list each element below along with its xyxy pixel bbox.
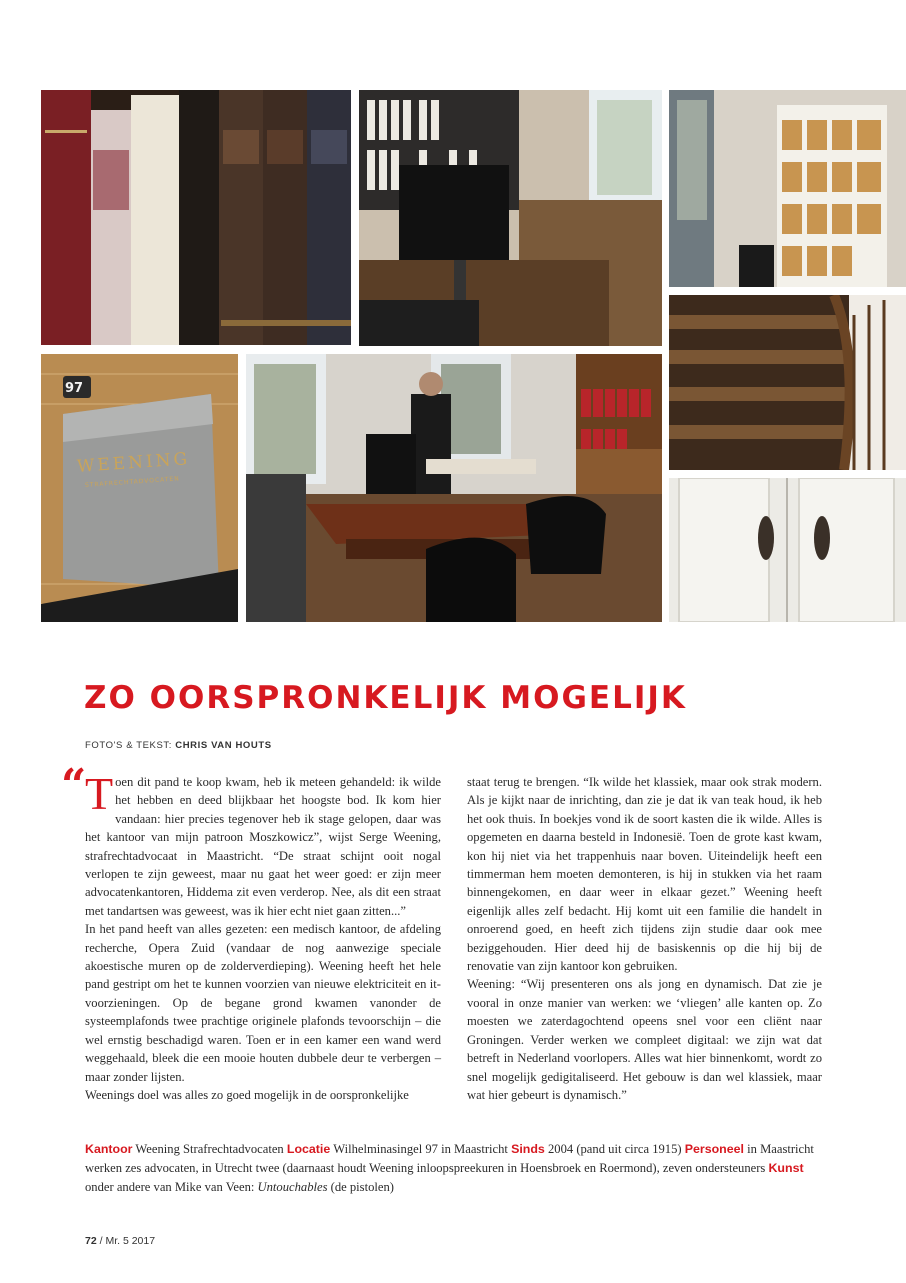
photo-name-sign (41, 354, 238, 622)
page-number: 72 (85, 1235, 97, 1247)
kunst-label: Kunst (768, 1161, 804, 1175)
photo-office-interior (246, 354, 662, 622)
kunst-work: Untouchables (257, 1180, 328, 1194)
photo-staircase (669, 295, 906, 470)
sinds-value: 2004 (pand uit circa 1915) (547, 1142, 682, 1156)
footer-separator: / (99, 1235, 103, 1247)
personeel-label: Personeel (684, 1142, 744, 1156)
page-footer (85, 1235, 155, 1247)
photo-office-desk (359, 90, 662, 346)
credit-label: FOTO'S & TEKST: (85, 740, 173, 751)
paragraph-history: In het pand heeft van alles gezeten: een medisch kantoor, de afdeling recherche, Opera Zuid (vandaar de nog aanwezige speciale akoestische muren op de zolderverdieping). Weening heeft het hele pand gestript om het te kunnen voorzien van nieuwe elektriciteit en it-voorzieningen. Op de begane grond kwamen vanonder de systeemplafonds twee prachtige originele plafonds tevoorschijn – die wel ernstig beschadigd waren. Toen er in een kamer een wand werd weggehaald, bleek die een mooie houten dubbele deur te verbergen – maar zonder lijsten. (85, 922, 441, 1084)
paragraph-interior: staat terug te brengen. “Ik wilde het klassiek, maar ook strak modern. Als je kijkt naar de inrichting, dan zie je dat ik van teak houd, ik heb het ook thuis. In boekjes vond ik de soort kasten die ik wilde. Alles is opgemeten en daarna besteld in Indonesië. Toen de grote kast kwam, kon hij niet via het trappenhuis naar boven. Uiteindelijk heeft een timmerman hem moeten demonteren, is hij in stukken via het raam binnengekomen, en daar weer in elkaar gezet.” Weening heeft eigenlijk alles zelf bedacht. Hij komt uit een familie die handelt in onroerend goed, en heeft zich tijdens zijn studie daar ook mee beziggehouden. Hier deed hij de basiskennis op die hij bij de renovatie van zijn kantoor kon gebruiken. (467, 775, 822, 974)
photo-bookcase (669, 90, 906, 287)
kunst-note: (de pistolen) (330, 1180, 394, 1194)
credit-name: CHRIS VAN HOUTS (175, 740, 272, 751)
paragraph-dynamic: Weening: “Wij presenteren ons als jong en dynamisch. Dat zie je vooral in onze manier van werken: we ‘vliegen’ alle kanten op. Zo moesten we zaterdagochtend opeens snel voor een cliënt naar Groningen. Verder werken we compleet digitaal: we zijn wat dat betreft in Nederland voorlopers. Alles wat hier binnenkomt, wordt zo snel mogelijk gedigitaliseerd. Het gebouw is dan wel klassiek, maar wat hier gebeurt is dynamisch.” (467, 977, 822, 1102)
house-number: 97 (65, 381, 84, 396)
photo-books (41, 90, 351, 345)
photo-text-credit (85, 740, 272, 751)
article-column-right (467, 773, 822, 1104)
issue-label: Mr. 5 2017 (105, 1235, 156, 1247)
photo-door-handles (669, 478, 906, 622)
paragraph-intro-text: oen dit pand te koop kwam, heb ik meteen gehandeld: ik wilde het hebben en deed blijkbaar het hoogste bod. Ik kom hier vandaan: hier precies tegenover heb ik stage gelopen, daar was het kantoor van mijn patroon Moszkowicz”, wijst Serge Weening, strafrechtadvocaat in Maastricht. “De straat schijnt ooit nogal verlopen te zijn geweest, maar nu gaat het weer goed: er zijn meer advocatenkantoren, Hiddema zit even verderop. Nee, als dit een straat met tandartsen was geweest, was ik hier echt niet gaan zitten...” (85, 775, 441, 918)
sinds-label: Sinds (511, 1142, 545, 1156)
locatie-value: Wilhelminasingel 97 in Maastricht (333, 1142, 508, 1156)
article-title: ZO OORSPRONKELIJK MOGELIJK (84, 680, 687, 716)
locatie-label: Locatie (286, 1142, 331, 1156)
paragraph-goal: Weenings doel was alles zo goed mogelijk in de oorspronkelijke (85, 1087, 409, 1102)
office-facts (85, 1140, 825, 1197)
sign-name: WEENING (76, 449, 191, 477)
sign-subtext: STRAFRECHTADVOCATEN (84, 475, 180, 489)
kantoor-label: Kantoor (85, 1142, 133, 1156)
personeel-value: in Maastricht werken zes advocaten, in Utrecht twee (daarnaast houdt Weening inloopspreekuren in Hoensbroek en Roermond), zeven ondersteuners (85, 1142, 814, 1175)
kunst-value: onder andere van Mike van Veen: (85, 1180, 255, 1194)
drop-cap: T (85, 768, 114, 819)
paragraph-intro (85, 768, 441, 920)
opening-quote-mark: “ (61, 760, 87, 811)
kantoor-value: Weening Strafrechtadvocaten (135, 1142, 284, 1156)
article-column-left (85, 768, 441, 1104)
